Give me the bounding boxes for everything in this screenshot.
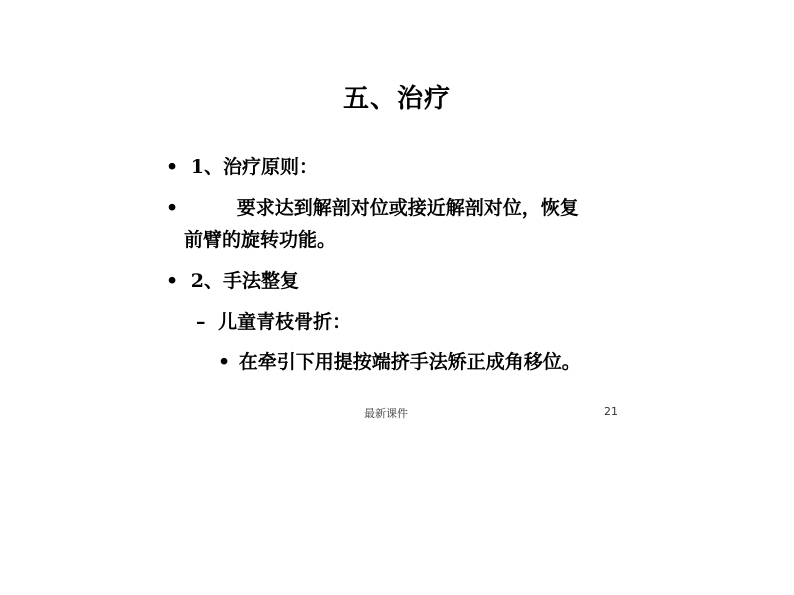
sub-sub-item-1	[218, 347, 581, 374]
bullet-text: 2、手法整复	[190, 270, 300, 292]
bullet-dot-icon: •	[166, 156, 179, 178]
bullet-item-2-continuation	[184, 225, 336, 252]
bullet-dot-icon: •	[166, 270, 179, 292]
slide-title: 五、治疗	[342, 84, 451, 114]
bullet-item-1	[166, 152, 318, 179]
bullet-text: 前臂的旋转功能。	[184, 229, 337, 251]
bullet-item-2	[166, 193, 579, 220]
sub-item-1	[196, 307, 351, 334]
bullet-dot-icon: •	[218, 351, 231, 373]
bullet-dot-icon: •	[166, 197, 179, 219]
bullet-text: 1、治疗原则：	[190, 156, 319, 178]
sub-sub-item-text: 在牵引下用提按端挤手法矫正成角移位。	[238, 351, 581, 373]
footer-text: 最新课件	[364, 407, 408, 420]
bullet-text: 要求达到解剖对位或接近解剖对位，恢复	[236, 197, 579, 219]
page-number: 21	[604, 405, 618, 418]
bullet-item-3	[166, 266, 299, 293]
dash-icon: –	[196, 311, 206, 333]
sub-item-text: 儿童青枝骨折：	[218, 311, 352, 333]
